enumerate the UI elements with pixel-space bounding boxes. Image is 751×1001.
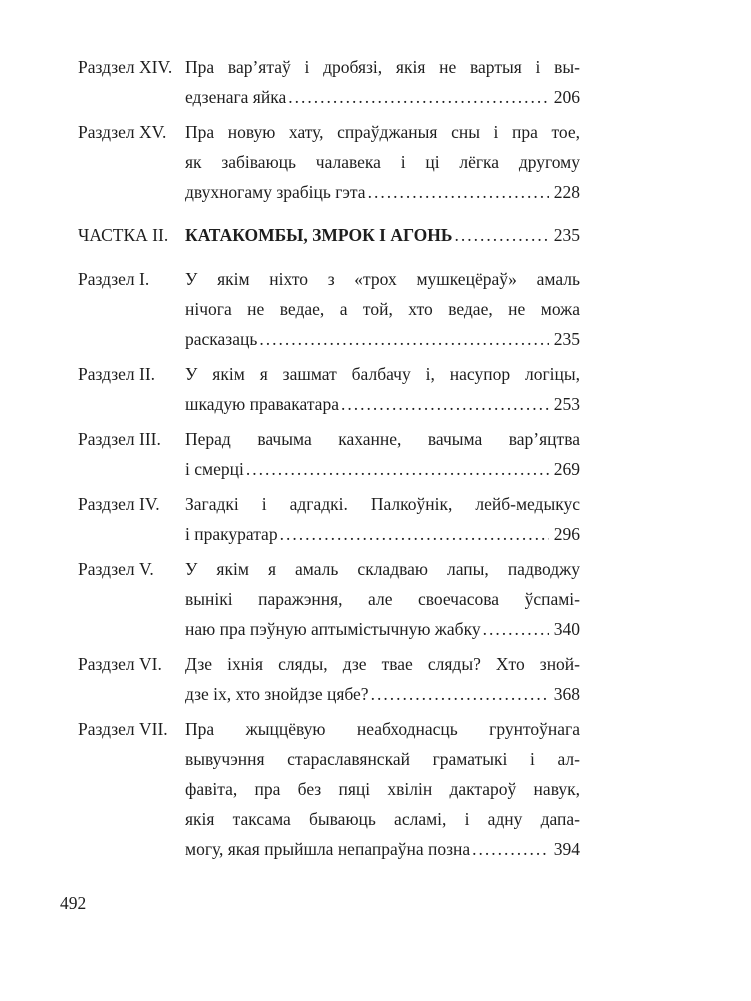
toc-line-text: шкадую правакатара — [185, 394, 339, 414]
toc-page-number: 253 — [553, 394, 580, 414]
dot-leader — [483, 614, 549, 644]
dot-leader — [472, 834, 549, 864]
toc-entry — [78, 359, 580, 419]
toc-entry-label: Раздзел IV. — [78, 494, 160, 514]
toc-line: Дзе іхнія сляды, дзе твае сляды? Хто зной- — [185, 654, 580, 674]
toc-page-number: 296 — [553, 524, 580, 544]
toc-page-number: 206 — [553, 87, 580, 107]
folio-page-number: 492 — [60, 893, 87, 913]
toc-entry-body — [185, 554, 580, 644]
dot-leader — [246, 454, 549, 484]
toc-entry-label: Раздзел XIV. — [78, 57, 173, 77]
toc-entry — [78, 714, 580, 864]
toc-line: вывучэння стараславянскай граматыкі і ал- — [185, 749, 580, 769]
toc-entry-label: Раздзел XV. — [78, 122, 167, 142]
toc-entry-label: Раздзел II. — [78, 364, 156, 384]
toc-entry-body — [185, 649, 580, 709]
toc-page-number: 394 — [553, 839, 580, 859]
toc-line-text: і пракуратар — [185, 524, 278, 544]
toc-entry-body — [185, 359, 580, 419]
toc-line-text: могу, якая прыйшла непапраўна позна — [185, 839, 471, 859]
toc-entry — [78, 264, 580, 354]
toc-line: нічога не ведае, а той, хто ведае, не можа — [185, 299, 580, 319]
toc-line-text: расказаць — [185, 329, 258, 349]
toc-line: як забіваюць чалавека і ці лёгка другому — [185, 152, 580, 172]
toc-line — [185, 679, 580, 709]
toc-line-text: і смерці — [185, 459, 244, 479]
toc-page-number: 368 — [553, 684, 580, 704]
toc-line: фавіта, пра без пяці хвілін дактароў навук, — [185, 779, 580, 799]
toc-line: Пра вар’ятаў і дробязі, якія не вартыя і вы- — [185, 57, 580, 77]
toc-page-number: 269 — [553, 459, 580, 479]
toc-line — [185, 177, 580, 207]
toc-part-label: ЧАСТКА II. — [78, 225, 169, 245]
toc-entry-label: Раздзел V. — [78, 559, 154, 579]
toc-entry — [78, 554, 580, 644]
toc-line: якія таксама бываюць асламі, і адну дапа- — [185, 809, 580, 829]
toc-entry-label: Раздзел VII. — [78, 719, 168, 739]
toc-entry-body — [185, 52, 580, 112]
toc-entry — [78, 52, 580, 112]
toc-line: Загадкі і адгадкі. Палкоўнік, лейб-медыкус — [185, 494, 580, 514]
toc-line — [185, 834, 580, 864]
toc-line — [185, 220, 580, 250]
toc-part-entry — [78, 220, 580, 250]
toc-line-text: едзенага яйка — [185, 87, 287, 107]
toc-entry-body — [185, 264, 580, 354]
toc-line: Перад вачыма каханне, вачыма вар’яцтва — [185, 429, 580, 449]
toc-line-text: двухногаму зрабіць гэта — [185, 182, 366, 202]
toc-page-number: 228 — [553, 182, 580, 202]
toc-line: Пра новую хату, спраўджаныя сны і пра тое, — [185, 122, 580, 142]
dot-leader — [280, 519, 549, 549]
toc-entry-body — [185, 117, 580, 207]
dot-leader — [288, 82, 549, 112]
toc-entry-body — [185, 424, 580, 484]
toc-entry — [78, 424, 580, 484]
toc-line-text: наю пра пэўную аптымістычную жабку — [185, 619, 481, 639]
toc-line: Пра жыццёвую неабходнасць грунтоўнага — [185, 719, 580, 739]
toc-line-text: дзе іх, хто знойдзе цябе? — [185, 684, 369, 704]
toc-entry — [78, 117, 580, 207]
toc-entry-body — [185, 714, 580, 864]
dot-leader — [368, 177, 549, 207]
toc-page-number: 235 — [553, 225, 580, 245]
toc-entry-label: Раздзел III. — [78, 429, 161, 449]
toc-line: У якім я зашмат балбачу і, насупор логіцы, — [185, 364, 580, 384]
toc-line — [185, 324, 580, 354]
dot-leader — [341, 389, 549, 419]
toc-page-number: 340 — [553, 619, 580, 639]
toc-entry-label: Раздзел VI. — [78, 654, 162, 674]
toc-line — [185, 519, 580, 549]
toc-part-title: КАТАКОМБЫ, ЗМРОК І АГОНЬ — [185, 225, 453, 245]
toc-line — [185, 454, 580, 484]
dot-leader — [259, 324, 548, 354]
toc-entry — [78, 489, 580, 549]
toc-line: У якім ніхто з «трох мушкецёраў» амаль — [185, 269, 580, 289]
toc-entry-label: Раздзел I. — [78, 269, 150, 289]
toc-line — [185, 82, 580, 112]
toc-page-number: 235 — [553, 329, 580, 349]
toc-line: У якім я амаль складваю лапы, падводжу — [185, 559, 580, 579]
toc-line — [185, 389, 580, 419]
toc-entry-body — [185, 220, 580, 250]
toc-entry-body — [185, 489, 580, 549]
dot-leader — [454, 220, 548, 250]
toc-line: вынікі паражэння, але своечасова ўспамі- — [185, 589, 580, 609]
toc-line — [185, 614, 580, 644]
dot-leader — [371, 679, 549, 709]
toc-entry — [78, 649, 580, 709]
